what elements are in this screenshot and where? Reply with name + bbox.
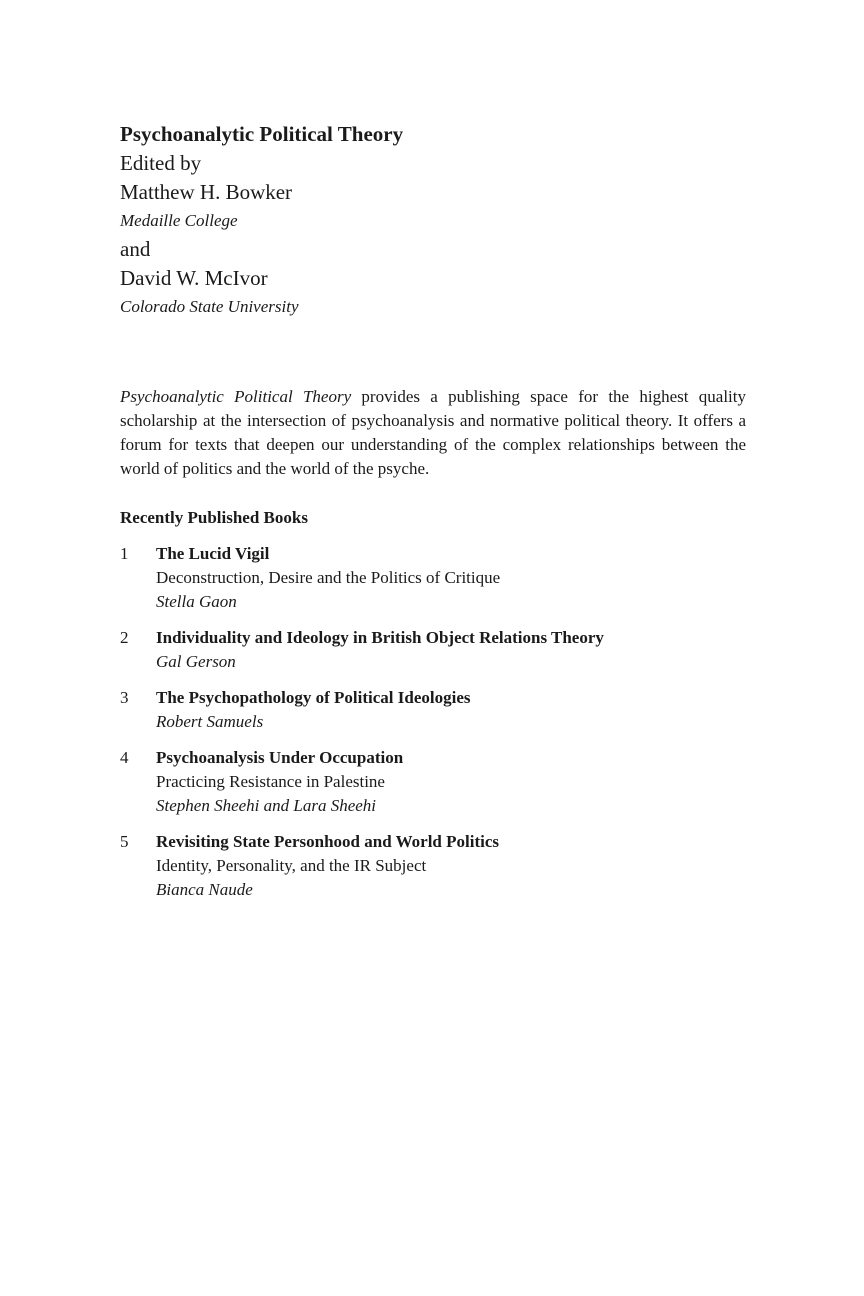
editor-conjunction: and [120,237,151,261]
series-description [120,385,746,481]
book-number: 1 [120,544,129,563]
series-title: Psychoanalytic Political Theory [120,122,404,146]
series-description-text: provides a publishing space for the highest quality scholarship at the intersection of psychoanalysis and normative political theory. It offers a forum for texts that deepen our understanding of the complex relationships between the world of politics and the world of the psyche. [120,387,746,478]
recent-books-heading: Recently Published Books [120,508,308,527]
book-number: 4 [120,748,129,767]
book-item-5 [120,830,746,902]
series-description-title: Psychoanalytic Political Theory [120,387,352,406]
book-author: Gal Gerson [156,652,236,671]
book-number: 5 [120,832,129,851]
book-title: Psychoanalysis Under Occupation [156,748,404,767]
book-item-2 [120,626,746,674]
book-author: Bianca Naude [156,880,253,899]
book-title: The Lucid Vigil [156,544,270,563]
book-title: The Psychopathology of Political Ideologies [156,688,471,707]
book-list [120,542,746,914]
editor-affiliation-1: Medaille College [120,211,238,230]
book-subtitle: Practicing Resistance in Palestine [156,772,385,791]
series-page [120,120,746,899]
book-title: Individuality and Ideology in British Object Relations Theory [156,628,604,647]
book-author: Robert Samuels [156,712,264,731]
book-subtitle: Identity, Personality, and the IR Subject [156,856,427,875]
book-title: Revisiting State Personhood and World Politics [156,832,500,851]
book-author: Stella Gaon [156,592,237,611]
book-number: 2 [120,628,129,647]
book-item-1 [120,542,746,614]
editor-name-1: Matthew H. Bowker [120,180,293,204]
book-author: Stephen Sheehi and Lara Sheehi [156,796,377,815]
edited-by-label: Edited by [120,151,202,175]
book-item-3 [120,686,746,734]
editor-name-2: David W. McIvor [120,266,268,290]
book-subtitle: Deconstruction, Desire and the Politics of Critique [156,568,501,587]
book-item-4 [120,746,746,818]
editor-affiliation-2: Colorado State University [120,297,299,316]
book-number: 3 [120,688,129,707]
